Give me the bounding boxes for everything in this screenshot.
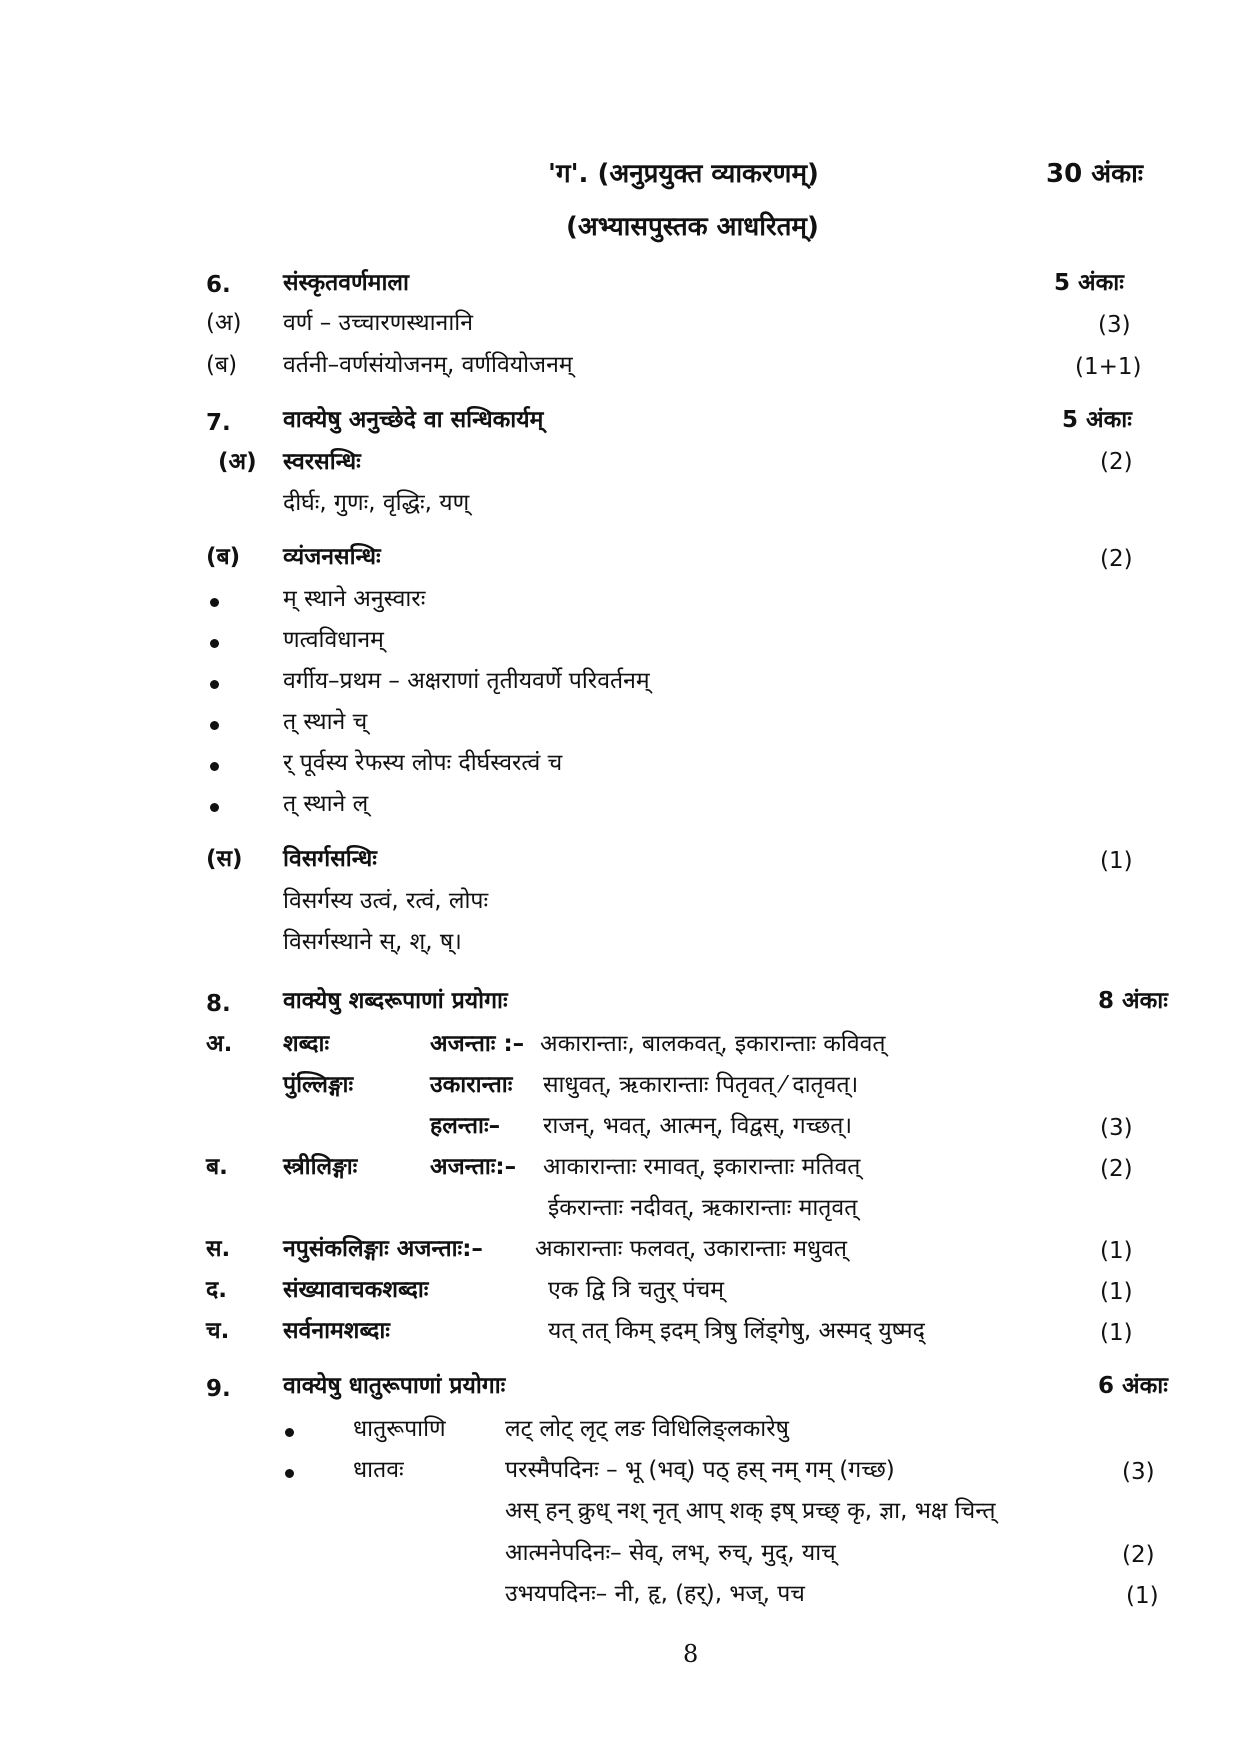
q7a-label: (अ) [218, 449, 257, 475]
q7b-title: व्यंजनसन्धिः [283, 544, 381, 570]
q7a-marks: (2) [1100, 449, 1133, 475]
q8b2-text: ईकरान्ताः नदीवत्, ऋकारान्ताः मातृवत् [548, 1195, 858, 1221]
q7b-bullet-3: वर्गीय–प्रथम – अक्षराणां तृतीयवर्णे परिवर्तनम् [283, 668, 650, 694]
q8-title: वाक्येषु शब्दरूपाणां प्रयोगाः [283, 988, 508, 1014]
q7-number: 7. [206, 410, 231, 436]
q9-row5-marks: (1) [1126, 1583, 1159, 1609]
bullet-icon [210, 598, 219, 607]
q9-row5-text: उभयपदिनः– नी, हृ, (हर्), भज्, पच [505, 1581, 805, 1607]
q8b-col2: अजन्ताः:– [430, 1154, 517, 1180]
q9-title: वाक्येषु धातुरूपाणां प्रयोगाः [283, 1373, 506, 1399]
q8c-label: स. [206, 1236, 231, 1262]
q8-marks: 8 अंकाः [1098, 988, 1168, 1014]
q8b-label: ब. [206, 1154, 228, 1180]
q7-title: वाक्येषु अनुच्छेदे वा सन्धिकार्यम् [283, 407, 544, 433]
q9-row3-text: अस् हन् क्रुध् नश् नृत् आप् शक् इष् प्रच्छ् कृ, ज्ञा, भक्ष चिन्त् [505, 1498, 996, 1524]
q8a-marks: (3) [1100, 1115, 1133, 1141]
q7-marks: 5 अंकाः [1062, 407, 1132, 433]
q6-title: संस्कृतवर्णमाला [283, 270, 409, 296]
section-total-marks: 30 अंकाः [1046, 159, 1144, 189]
q7c-label: (स) [206, 846, 243, 872]
bullet-icon [285, 1469, 294, 1478]
bullet-icon [210, 762, 219, 771]
q7b-label: (ब) [206, 544, 241, 570]
q9-row2-marks: (3) [1122, 1459, 1155, 1485]
q7c-line-1: विसर्गस्य उत्वं, रत्वं, लोपः [283, 888, 489, 914]
q7b-bullet-2: णत्वविधानम् [283, 627, 384, 653]
q7b-bullet-4: त् स्थाने च् [283, 709, 368, 735]
q8d-marks: (1) [1100, 1279, 1133, 1305]
q8a2-col1: पुंल्लिङ्गाः [283, 1072, 354, 1098]
q8d-label: द. [206, 1277, 227, 1303]
q8e-label: च. [206, 1318, 230, 1344]
q7b-bullet-6: त् स्थाने ल् [283, 791, 369, 817]
q9-row1-text: लट् लोट् लृट् लङ विधिलिङ्लकारेषु [505, 1416, 789, 1442]
q6-number: 6. [206, 272, 231, 298]
q8b-text: आकारान्ताः रमावत्, इकारान्ताः मतिवत् [543, 1154, 861, 1180]
q8-number: 8. [206, 991, 231, 1017]
q8a3-text: राजन्, भवत्, आत्मन्, विद्वस्, गच्छत्। [543, 1113, 853, 1139]
q8c-text: अकारान्ताः फलवत्, उकारान्ताः मधुवत् [535, 1236, 848, 1262]
q7c-title: विसर्गसन्धिः [283, 846, 377, 872]
q6a-label: (अ) [206, 310, 242, 336]
q9-row1-label: धातुरूपाणि [353, 1416, 446, 1442]
q6a-text: वर्ण – उच्चारणस्थानानि [283, 310, 473, 336]
bullet-icon [210, 680, 219, 689]
q8d-col1: संख्यावाचकशब्दाः [283, 1277, 429, 1303]
q6b-label: (ब) [206, 352, 238, 378]
q6b-marks: (1+1) [1075, 354, 1142, 380]
q8a-col1: शब्दाः [283, 1031, 330, 1057]
q7a-text: दीर्घः, गुणः, वृद्धिः, यण् [283, 490, 470, 516]
q8a-label: अ. [206, 1031, 233, 1057]
q8a-text: अकारान्ताः, बालकवत्, इकारान्ताः कविवत् [540, 1031, 886, 1057]
q8a3-col2: हलन्ताः– [430, 1113, 501, 1139]
q7a-title: स्वरसन्धिः [283, 449, 361, 475]
section-subtitle: (अभ्यासपुस्तक आधरितम्) [566, 212, 819, 242]
bullet-icon [285, 1428, 294, 1437]
q7c-line-2: विसर्गस्थाने स्, श्, ष्। [283, 929, 462, 955]
q6b-text: वर्तनी–वर्णसंयोजनम्, वर्णवियोजनम् [283, 352, 573, 378]
bullet-icon [210, 639, 219, 648]
q7b-marks: (2) [1100, 546, 1133, 572]
q8e-text: यत् तत् किम् इदम् त्रिषु लिंड्गेषु, अस्मद् युष्मद् [548, 1318, 925, 1344]
q8c-col1: नपुसंकलिङ्गाः अजन्ताः:– [283, 1236, 483, 1262]
bullet-icon [210, 803, 219, 812]
q7b-bullet-5: र् पूर्वस्य रेफस्य लोपः दीर्घस्वरत्वं च [283, 750, 563, 776]
q8a-col2: अजन्ताः :– [430, 1031, 525, 1057]
q8a2-text: साधुवत्, ऋकारान्ताः पितृवत् ⁄ दातृवत्। [543, 1072, 859, 1098]
q9-row4-text: आत्मनेपदिनः– सेव्, लभ्, रुच्, मुद्, याच् [505, 1540, 836, 1566]
bullet-icon [210, 721, 219, 730]
page-number: 8 [683, 1640, 699, 1668]
q9-marks: 6 अंकाः [1098, 1373, 1168, 1399]
q7c-marks: (1) [1100, 848, 1133, 874]
q8b-col1: स्त्रीलिङ्गाः [283, 1154, 358, 1180]
q6-marks: 5 अंकाः [1054, 270, 1124, 296]
q8d-text: एक द्वि त्रि चतुर् पंचम् [548, 1277, 725, 1303]
q9-row2-text: परस्मैपदिनः – भू (भव्) पठ् हस् नम् गम् (गच्छ) [505, 1457, 895, 1483]
q9-row2-label: धातवः [353, 1457, 404, 1483]
q9-number: 9. [206, 1376, 231, 1402]
q7b-bullet-1: म् स्थाने अनुस्वारः [283, 586, 426, 612]
q9-row4-marks: (2) [1122, 1542, 1155, 1568]
q6a-marks: (3) [1098, 312, 1131, 338]
q8c-marks: (1) [1100, 1238, 1133, 1264]
q8a2-col2: उकारान्ताः [430, 1072, 513, 1098]
q8e-col1: सर्वनामशब्दाः [283, 1318, 390, 1344]
q8b-marks: (2) [1100, 1156, 1133, 1182]
section-title: 'ग'. (अनुप्रयुक्त व्याकरणम्) [548, 159, 819, 189]
q8e-marks: (1) [1100, 1320, 1133, 1346]
